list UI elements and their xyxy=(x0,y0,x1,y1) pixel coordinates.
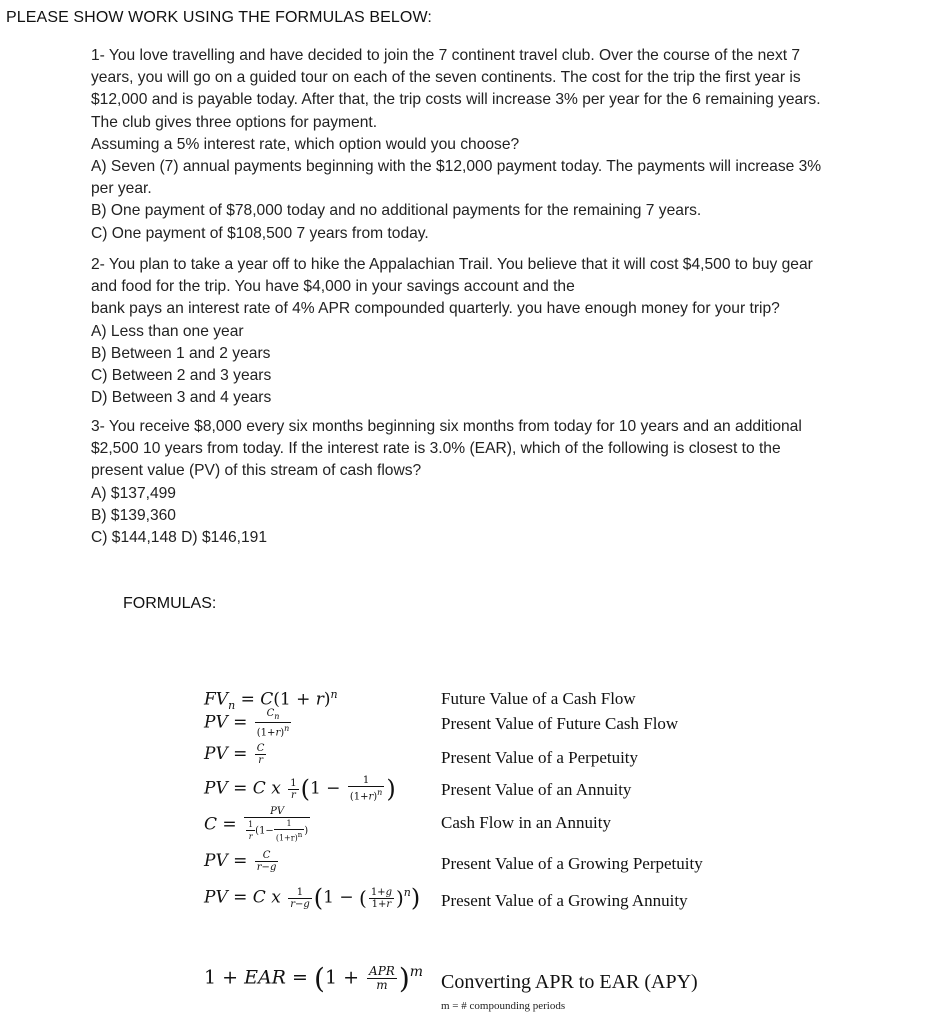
page-header: PLEASE SHOW WORK USING THE FORMULAS BELOW: xyxy=(6,9,432,26)
formula-pv-perpetuity: PV = $\frac{C}{r}$ xyxy=(204,743,265,766)
q1-line: years, you will go on a guided tour on each of the seven continents. The cost for the trip the first year is xyxy=(91,69,801,87)
q3-line: present value (PV) of this stream of cash flows? xyxy=(91,462,422,480)
q2-line: 2- You plan to take a year off to hike the Appalachian Trail. You believe that it will cost $4,500 to buy gear xyxy=(91,256,813,273)
q1-line: 1- You love travelling and have decided to join the 7 continent travel club. Over the course of the next 7 xyxy=(91,47,801,64)
question-1 xyxy=(91,45,901,245)
q2-option-d: D) Between 3 and 4 years xyxy=(91,389,272,407)
desc-pv-annuity: Present Value of an Annuity xyxy=(441,780,632,799)
formula-pv-growing-annuity: PV = C x $\frac{1}{r-g}$ (1 − ( $\frac{1+g}{1+r}$ )$^n$) xyxy=(204,884,421,912)
formula-fv: $FV_n = C(1 + r)^n$ xyxy=(204,688,338,713)
q3-line: 3- You receive $8,000 every six months beginning six months from today for 10 years and an additional xyxy=(91,418,802,435)
q3-option-a: A) $137,499 xyxy=(91,484,176,502)
q3-line: $2,500 10 years from today. If the interest rate is 3.0% (EAR), which of the following is closest to the xyxy=(91,440,781,458)
question-2 xyxy=(91,254,901,409)
q1-option-a-cont: per year. xyxy=(91,180,152,198)
q2-line: and food for the trip. You have $4,000 in your savings account and the xyxy=(91,278,575,296)
formula-cash-flow-annuity: C = PV $\frac{1}{r}$ (1− $\frac{1}{(1+r)^n}$ ) xyxy=(204,806,309,843)
q1-option-b: B) One payment of $78,000 today and no additional payments for the remaining 7 years. xyxy=(91,202,702,220)
formula-pv-future: PV = $\frac{C_n}{(1+r)^n}$ xyxy=(204,708,290,739)
q2-option-a: A) Less than one year xyxy=(91,322,244,340)
q3-option-b: B) $139,360 xyxy=(91,506,176,524)
q2-option-c: C) Between 2 and 3 years xyxy=(91,367,272,385)
formulas-title: FORMULAS: xyxy=(123,595,217,612)
m-compounding-note: m = # compounding periods xyxy=(441,1000,566,1012)
q1-option-c: C) One payment of $108,500 7 years from today. xyxy=(91,224,429,242)
q1-line: The club gives three options for payment. xyxy=(91,113,378,131)
desc-pv-growing-annuity: Present Value of a Growing Annuity xyxy=(441,891,688,910)
formula-pv-annuity: PV = C x $\frac{1}{r}$ (1 − $\frac{1}{(1+r)^n}$ ) xyxy=(204,775,396,803)
desc-cash-flow-annuity: Cash Flow in an Annuity xyxy=(441,813,612,832)
desc-pv-perpetuity: Present Value of a Perpetuity xyxy=(441,748,639,767)
formula-pv-growing-perpetuity: PV = $\frac{C}{r-g}$ xyxy=(204,850,277,873)
desc-apr-to-ear: Converting APR to EAR (APY) xyxy=(441,971,698,993)
q1-line: $12,000 and is payable today. After that, the trip costs will increase 3% per year for the 6 remaining years. xyxy=(91,91,821,109)
desc-pv-growing-perpetuity: Present Value of a Growing Perpetuity xyxy=(441,854,703,873)
q2-option-b: B) Between 1 and 2 years xyxy=(91,344,271,362)
formula-apr-to-ear: 1 + EAR = (1 + $\frac{\text{APR}}{m}$ )$^m$ xyxy=(204,962,424,995)
desc-pv-future: Present Value of Future Cash Flow xyxy=(441,714,679,733)
q3-option-cd: C) $144,148 D) $146,191 xyxy=(91,529,267,547)
question-3 xyxy=(91,416,901,549)
q2-line: bank pays an interest rate of 4% APR compounded quarterly. you have enough money for your trip? xyxy=(91,300,780,318)
desc-fv: Future Value of a Cash Flow xyxy=(441,689,636,708)
q1-line: Assuming a 5% interest rate, which option would you choose? xyxy=(91,135,520,153)
q1-option-a: A) Seven (7) annual payments beginning with the $12,000 payment today. The payments will increase 3% xyxy=(91,158,822,176)
